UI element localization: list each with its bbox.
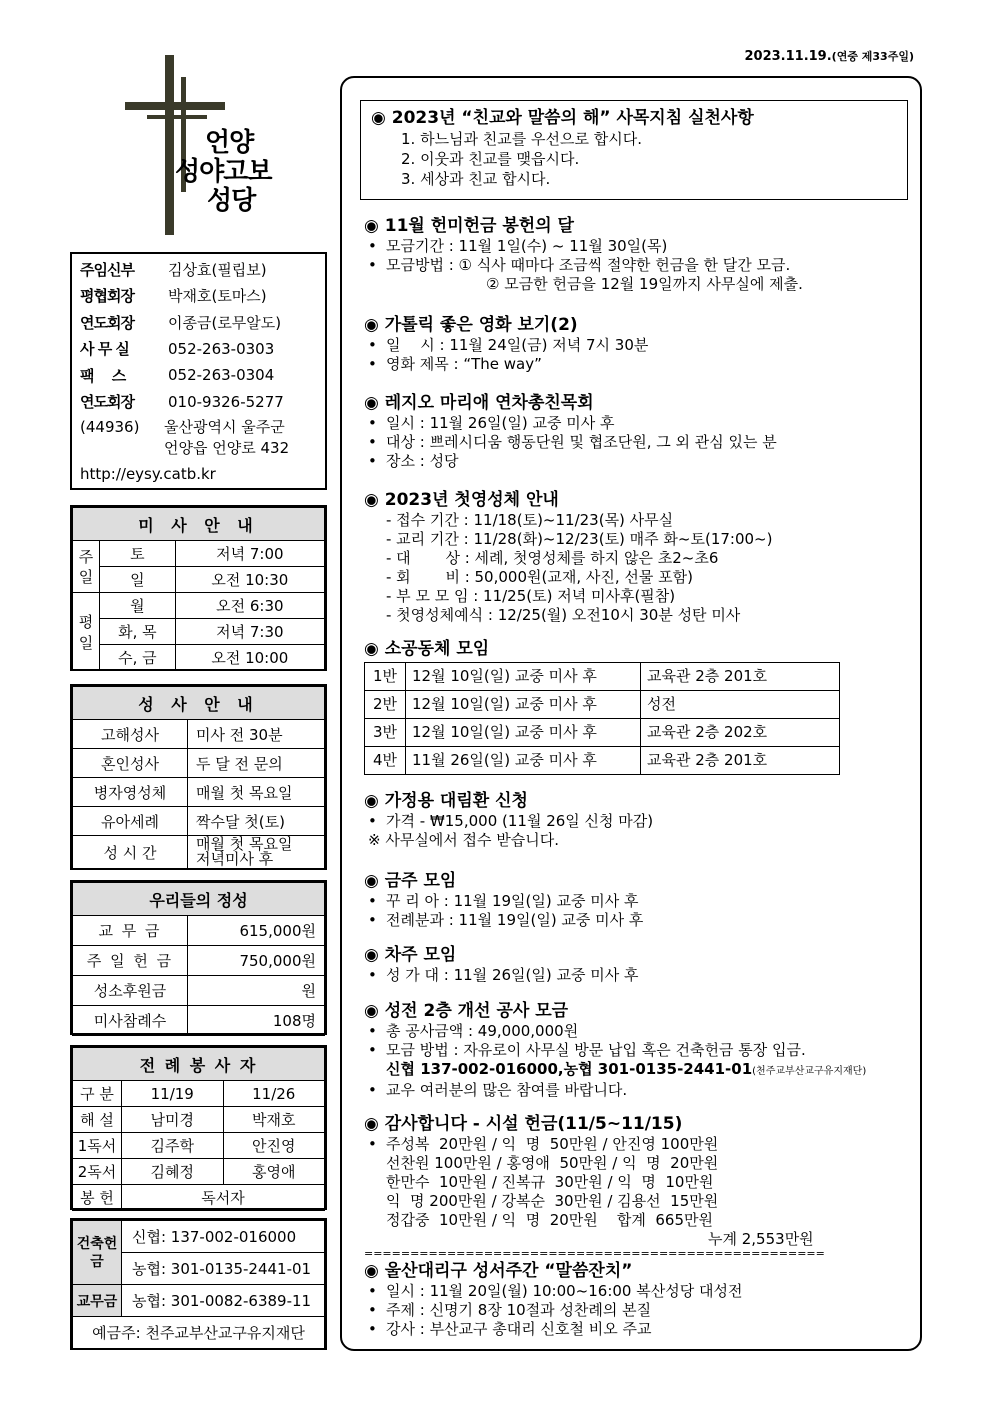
list-item: 선찬원 100만원 / 홍영애 50만원 / 익 명 20만원 [386,1154,719,1172]
list-item: 신협 137-002-016000,농협 301-0135-2441-01(천주교부산교구유지재단) [386,1060,867,1078]
mass-day: 월 [100,593,176,619]
list-item: - 교리 기간 : 11/28(화)~12/23(토) 매주 화~토(17:00~) [386,530,773,548]
sacrament-value: 매월 첫 목요일 [188,778,325,807]
info-value: 010-9326-5277 [168,392,284,411]
offering-key: 교 무 금 [73,916,188,946]
list-item: - 회 비 : 50,000원(교재, 사진, 선물 포함) [386,568,693,586]
servers-head: 11/19 [122,1081,224,1107]
sunday-label: 주일 [73,541,100,593]
section-advent-wreath [364,790,910,850]
sacrament-key: 병자영성체 [73,778,188,807]
info-value: 052-263-0303 [168,339,275,358]
sacrament-value: 미사 전 30분 [188,720,325,749]
servers-name: 남미경 [122,1107,224,1133]
section-title: ◉ 가정용 대림환 신청 [364,791,528,811]
cross-icon [165,55,174,235]
info-value: 김상효(필립보) [168,260,267,279]
section-offering-month [364,215,910,294]
info-key: 연도회장 [80,393,134,412]
servers-title: 전 례 봉 사 자 [73,1048,325,1081]
mass-time: 오전 6:30 [175,593,324,619]
section-title: ◉ 금주 모임 [364,871,457,891]
list-item: ※ 사무실에서 접수 받습니다. [368,831,560,849]
community-table [364,662,840,775]
offering-value: 615,000원 [188,916,325,946]
section-title: ◉ 레지오 마리애 연차총친목회 [364,393,594,413]
parish-logo [125,55,325,235]
info-key: 사 무 실 [80,340,129,359]
info-row [80,336,317,363]
servers-role: 1독서 [73,1133,122,1159]
servers-name: 홍영애 [223,1159,325,1185]
list-item: 누계 2,553만원 [708,1230,814,1248]
list-item: 한만수 10만원 / 진복규 30만원 / 익 명 10만원 [386,1173,714,1191]
list-item: • 성 가 대 : 11월 26일(일) 교중 미사 후 [364,966,910,985]
section-thanks [364,1113,910,1249]
account-key: 건축헌금 [73,1221,122,1285]
section-this-week [364,870,910,930]
servers-head: 11/26 [223,1081,325,1107]
info-row [80,362,317,389]
info-row [80,283,317,310]
info-key: 평협회장 [80,287,134,306]
mass-day: 토 [100,541,176,567]
list-item: • 전례분과 : 11월 19일(일) 교중 미사 후 [364,911,910,930]
list-item: 3. 세상과 친교 합시다. [401,170,551,188]
account-number: 농협: 301-0082-6389-11 [122,1285,325,1317]
servers-head: 구 분 [73,1081,122,1107]
offering-value: 750,000원 [188,946,325,976]
table-row: 3반 12월 10일(일) 교중 미사 후 교육관 2층 202호 [365,719,840,747]
table-row: 4반 11월 26일(일) 교중 미사 후 교육관 2층 201호 [365,747,840,775]
mass-schedule [70,505,327,671]
pastoral-guideline-box [360,100,908,200]
section-title: ◉ 2023년 첫영성체 안내 [364,490,559,510]
list-item: ② 모금한 헌금을 12월 19일까지 사무실에 제출. [486,275,803,293]
servers-role: 2독서 [73,1159,122,1185]
section-small-community [364,638,910,775]
section-renovation [364,1000,910,1100]
info-row [80,309,317,336]
table-row: 2반 12월 10일(일) 교중 미사 후 성전 [365,691,840,719]
list-item: • 일시 : 11월 20일(월) 10:00~16:00 복산성당 대성전 [364,1282,910,1301]
list-item: • 강사 : 부산교구 총대리 신호철 비오 주교 [364,1320,910,1339]
section-first-communion [364,489,910,625]
sacrament-value: 매월 첫 목요일 저녁미사 후 [188,836,325,869]
offering-title: 우리들의 정성 [73,883,325,916]
section-next-week [364,944,910,985]
list-item: 정갑중 10만원 / 익 명 20만원 합계 665만원 [386,1211,713,1229]
section-movie [364,314,910,374]
sacrament-key: 유아세례 [73,807,188,836]
list-item: • 일 시 : 11월 24일(금) 저녁 7시 30분 [364,336,910,355]
servers-name: 독서자 [122,1185,325,1211]
mass-day: 화, 목 [100,619,176,645]
list-item: • 모금기간 : 11월 1일(수) ~ 11월 30일(목) [364,237,910,256]
address-line2: 언양읍 언양로 432 [164,439,290,457]
weekday-label: 평일 [73,593,100,671]
mass-day: 일 [100,567,176,593]
logo-line2: 성야고보 [175,157,272,187]
offering-key: 주 일 헌 금 [73,946,188,976]
offering-box [70,880,327,1035]
list-item: • 영화 제목 : “The way” [364,355,910,374]
list-item: • 모금방법 : ① 식사 때마다 조금씩 절약한 헌금을 한 달간 모금. [364,256,910,275]
address [80,417,317,459]
sacrament-title: 성 사 안 내 [73,687,325,720]
mass-time: 저녁 7:00 [175,541,324,567]
list-item: - 접수 기간 : 11/18(토)~11/23(목) 사무실 [386,511,674,529]
parish-info-box [70,252,327,490]
info-key: 연도회장 [80,313,134,332]
info-key: 주임신부 [80,260,134,279]
list-item: • 모금 방법 : 자유로이 사무실 방문 납입 혹은 건축헌금 통장 입금. [364,1041,910,1060]
list-item: - 대 상 : 세례, 첫영성체를 하지 않은 초2~초6 [386,549,719,567]
cross-bar [125,102,225,110]
list-item: • 가격 - ₩15,000 (11월 26일 신청 마감) [364,812,910,831]
section-legio [364,392,910,471]
account-box [70,1218,327,1350]
list-item: • 꾸 리 아 : 11월 19일(일) 교중 미사 후 [364,892,910,911]
mass-day: 수, 금 [100,645,176,671]
info-value: 052-263-0304 [168,366,275,385]
servers-name: 안진영 [223,1133,325,1159]
logo-line1: 언양 [205,128,254,158]
mass-time: 저녁 7:30 [175,619,324,645]
sacrament-value: 두 달 전 문의 [188,749,325,778]
sacrament-key: 고해성사 [73,720,188,749]
offering-key: 미사참례수 [73,1006,188,1036]
table-row: 1반 12월 10일(일) 교중 미사 후 교육관 2층 201호 [365,663,840,691]
logo-line3: 성당 [207,186,256,216]
list-item: - 첫영성체예식 : 12/25(월) 오전10시 30분 성탄 미사 [386,606,741,624]
section-title: ◉ 소공동체 모임 [364,639,490,659]
section-title: ◉ 가톨릭 좋은 영화 보기(2) [364,315,578,335]
list-item: - 부 모 모 임 : 11/25(토) 저녁 미사후(필참) [386,587,676,605]
bulletin-date: 2023.11.19.(연중 제33주일) [744,49,914,64]
list-item: • 총 공사금액 : 49,000,000원 [364,1022,910,1041]
announcements-panel [340,76,922,1351]
cross-bar-thin [147,115,207,119]
section-title: ◉ 울산대리구 성서주간 “말씀잔치” [364,1261,633,1281]
servers-name: 김혜정 [122,1159,224,1185]
sacrament-guide [70,684,327,870]
servers-role: 봉 헌 [73,1185,122,1211]
offering-key: 성소후원금 [73,976,188,1006]
section-bible-week [364,1260,910,1339]
list-item: • 주제 : 신명기 8장 10절과 성찬례의 본질 [364,1301,910,1320]
offering-value: 108명 [188,1006,325,1036]
mass-title: 미 사 안 내 [73,508,325,541]
info-value: 이종금(로무알도) [168,313,282,332]
account-number: 신협: 137-002-016000 [122,1221,325,1253]
info-value: 박재호(토마스) [168,287,267,306]
section-title: ◉ 성전 2층 개선 공사 모금 [364,1001,569,1021]
info-row [80,256,317,283]
sacrament-key: 혼인성사 [73,749,188,778]
list-item: 1. 하느님과 친교를 우선으로 합시다. [401,130,643,148]
section-title: ◉ 11월 헌미헌금 봉헌의 달 [364,216,574,236]
section-title: ◉ 2023년 “친교와 말씀의 해” 사목지침 실천사항 [371,108,754,128]
servers-name: 박재호 [223,1107,325,1133]
address-line1: 울산광역시 울주군 [164,418,285,436]
servers-role: 해 설 [73,1107,122,1133]
sacrament-key: 성 시 간 [73,836,188,869]
website-link[interactable]: http://eysy.catb.kr [80,465,216,483]
zip-code: (44936) [80,418,140,436]
list-item: 익 명 200만원 / 강복순 30만원 / 김용선 15만원 [386,1192,719,1210]
info-key: 팩 스 [80,366,126,385]
servers-name: 김주학 [122,1133,224,1159]
sacrament-value: 짝수달 첫(토) [188,807,325,836]
list-item: • 일시 : 11월 26일(일) 교중 미사 후 [364,414,910,433]
offering-value: 원 [188,976,325,1006]
account-key: 교무금 [73,1285,122,1317]
list-item: 2. 이웃과 친교를 맺읍시다. [401,150,580,168]
info-row [80,389,317,416]
account-number: 농협: 301-0135-2441-01 [122,1253,325,1285]
list-item: • 주성복 20만원 / 익 명 50만원 / 안진영 100만원 [364,1135,910,1154]
mass-time: 오전 10:00 [175,645,324,671]
liturgy-servers [70,1045,327,1210]
account-owner: 예금주: 천주교부산교구유지재단 [73,1317,325,1349]
divider: ================================================== [364,1247,825,1260]
list-item: • 교우 여러분의 많은 참여를 바랍니다. [364,1081,910,1100]
mass-time: 오전 10:30 [175,567,324,593]
list-item: • 대상 : 쁘레시디움 행동단원 및 협조단원, 그 외 관심 있는 분 [364,433,910,452]
list-item: • 장소 : 성당 [364,452,910,471]
section-title: ◉ 감사합니다 - 시설 헌금(11/5~11/15) [364,1114,683,1134]
section-title: ◉ 차주 모임 [364,945,457,965]
